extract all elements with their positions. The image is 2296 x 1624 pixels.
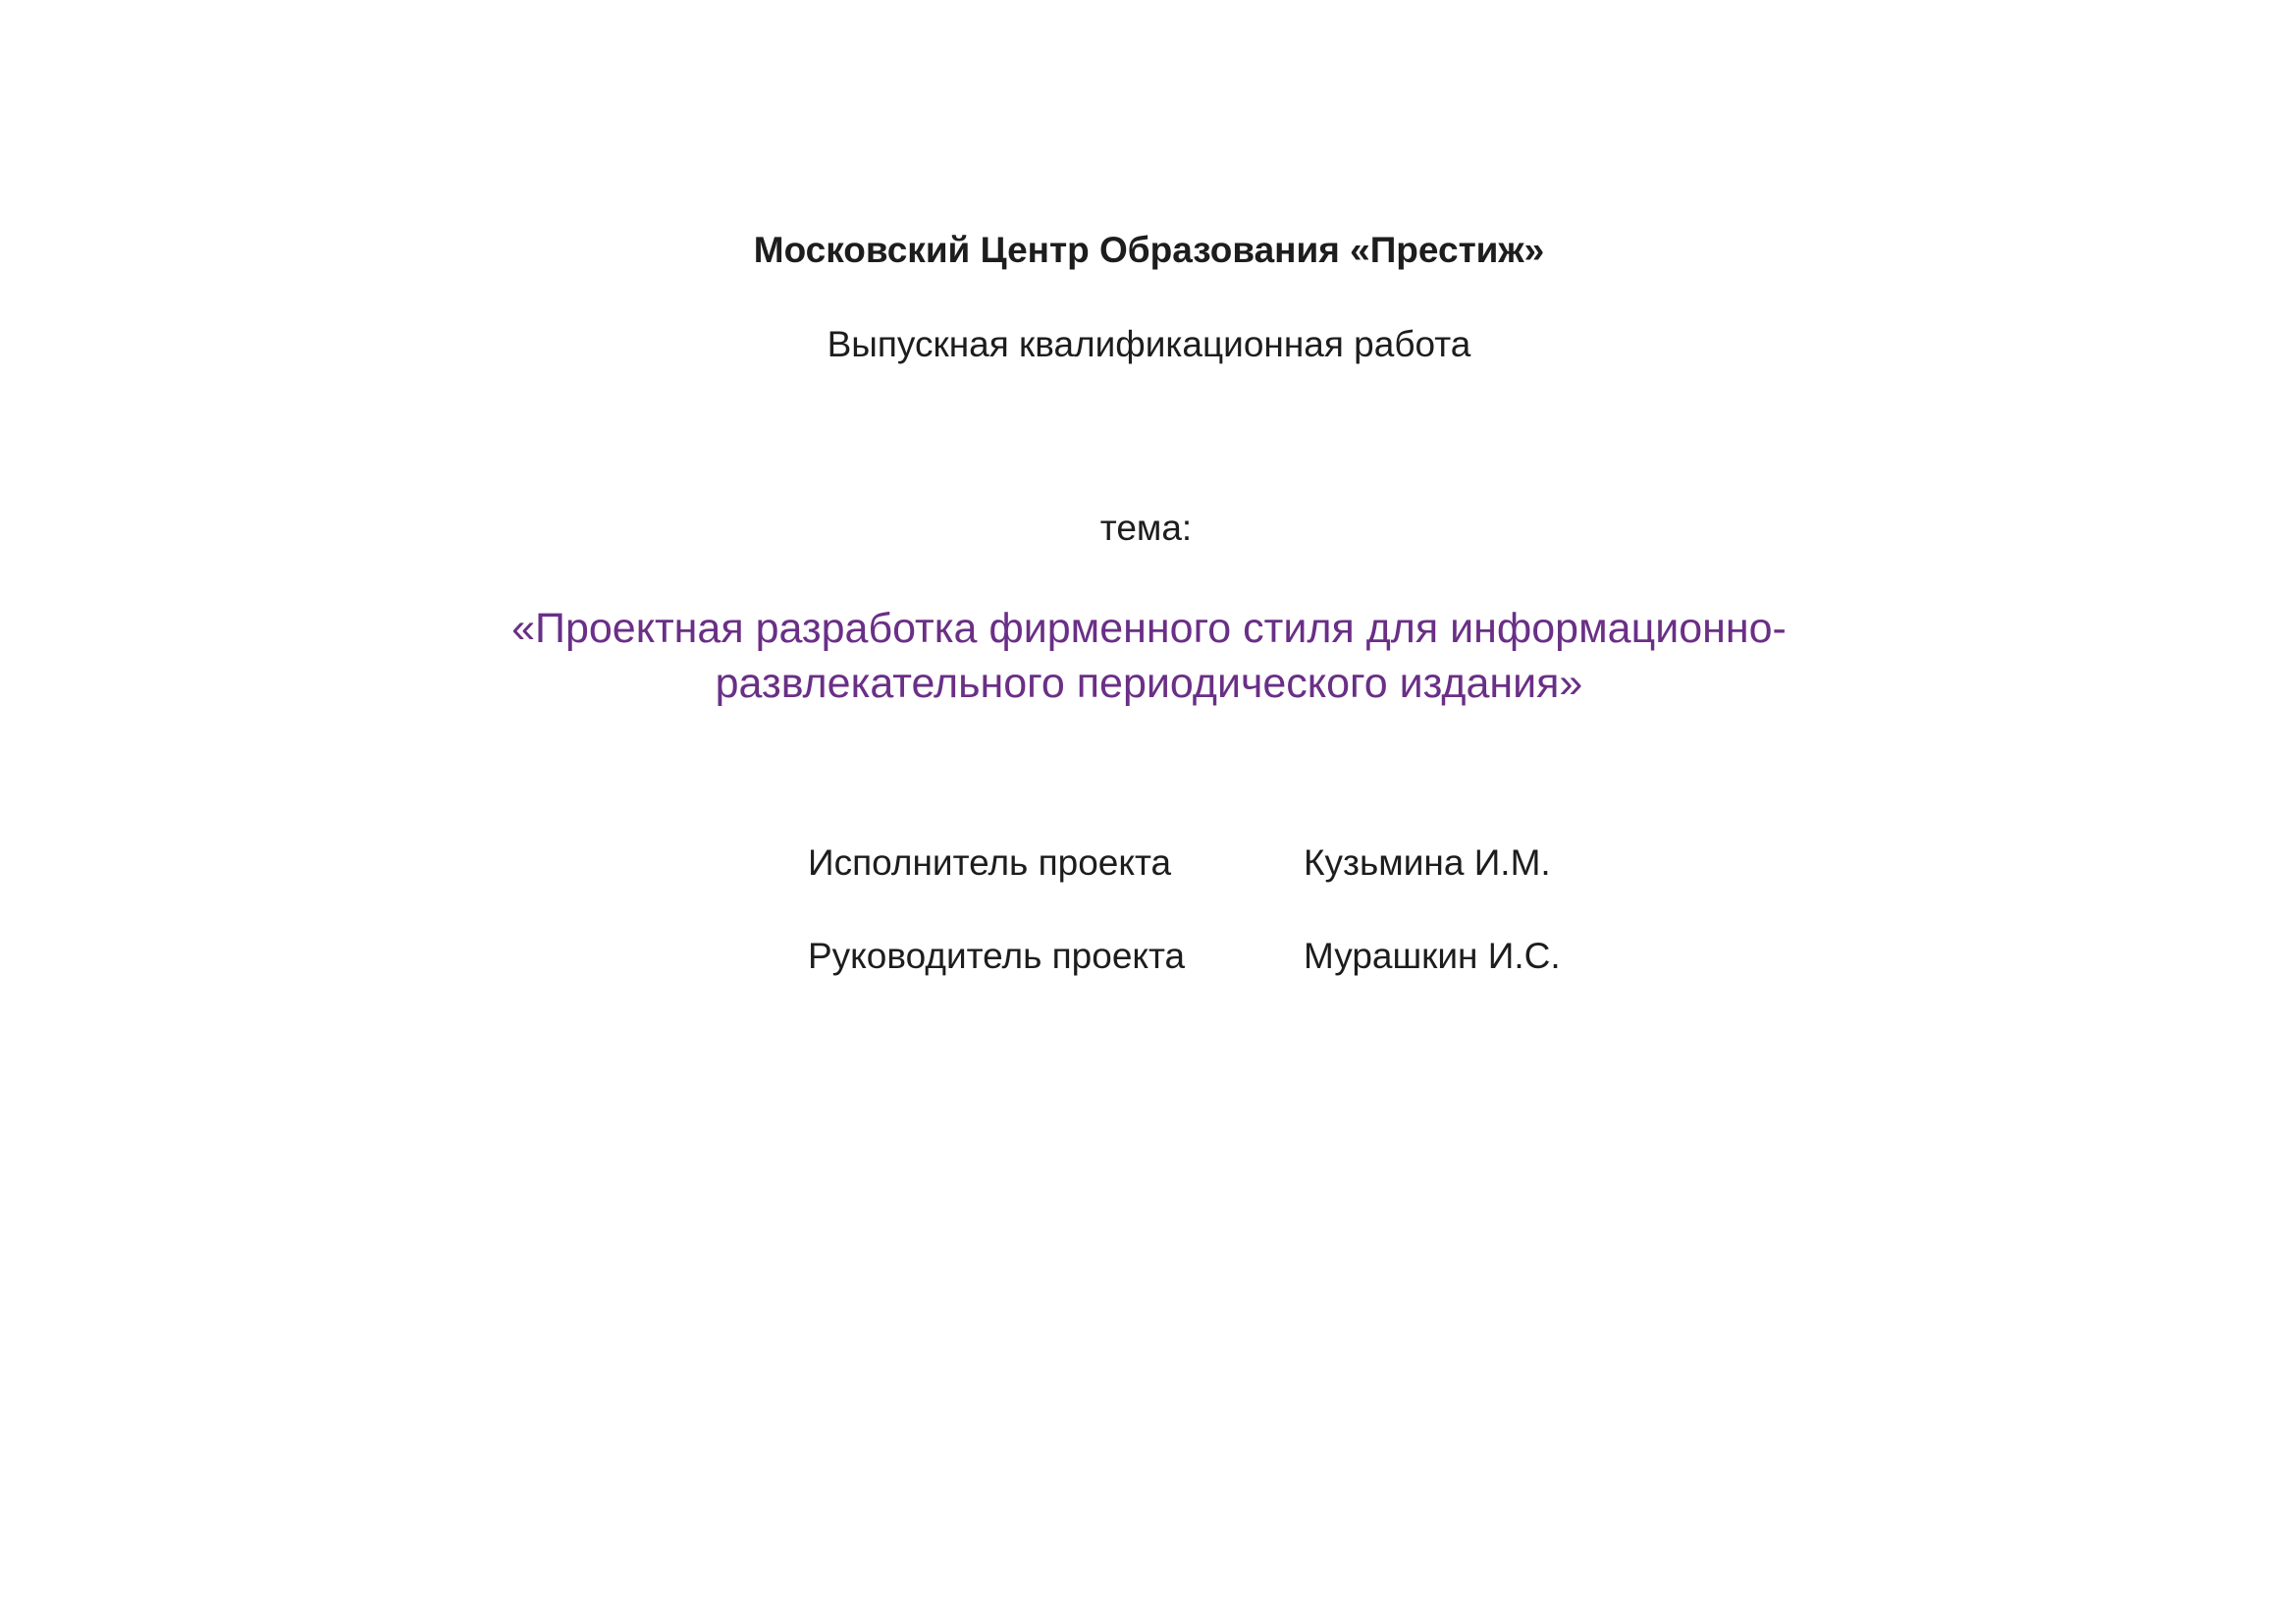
supervisor-role: Руководитель проекта bbox=[808, 936, 1186, 976]
topic-label: тема: bbox=[1099, 508, 1193, 548]
topic-title bbox=[1, 601, 2296, 711]
topic-title-line-1: «Проектная разработка фирменного стиля для информационно- bbox=[511, 605, 1787, 652]
executor-name: Кузьмина И.М. bbox=[1304, 842, 1551, 883]
supervisor-name: Мурашкин И.С. bbox=[1304, 936, 1561, 976]
topic-title-line-2: развлекательного периодического издания» bbox=[715, 660, 1583, 707]
project-people bbox=[808, 842, 1561, 1029]
executor-role: Исполнитель проекта bbox=[808, 842, 1172, 883]
person-row-executor bbox=[808, 842, 1561, 936]
institution-name: Московский Центр Образования «Престиж» bbox=[753, 230, 1545, 270]
person-row-supervisor bbox=[808, 936, 1561, 1029]
work-type: Выпускная квалификационная работа bbox=[827, 324, 1471, 364]
